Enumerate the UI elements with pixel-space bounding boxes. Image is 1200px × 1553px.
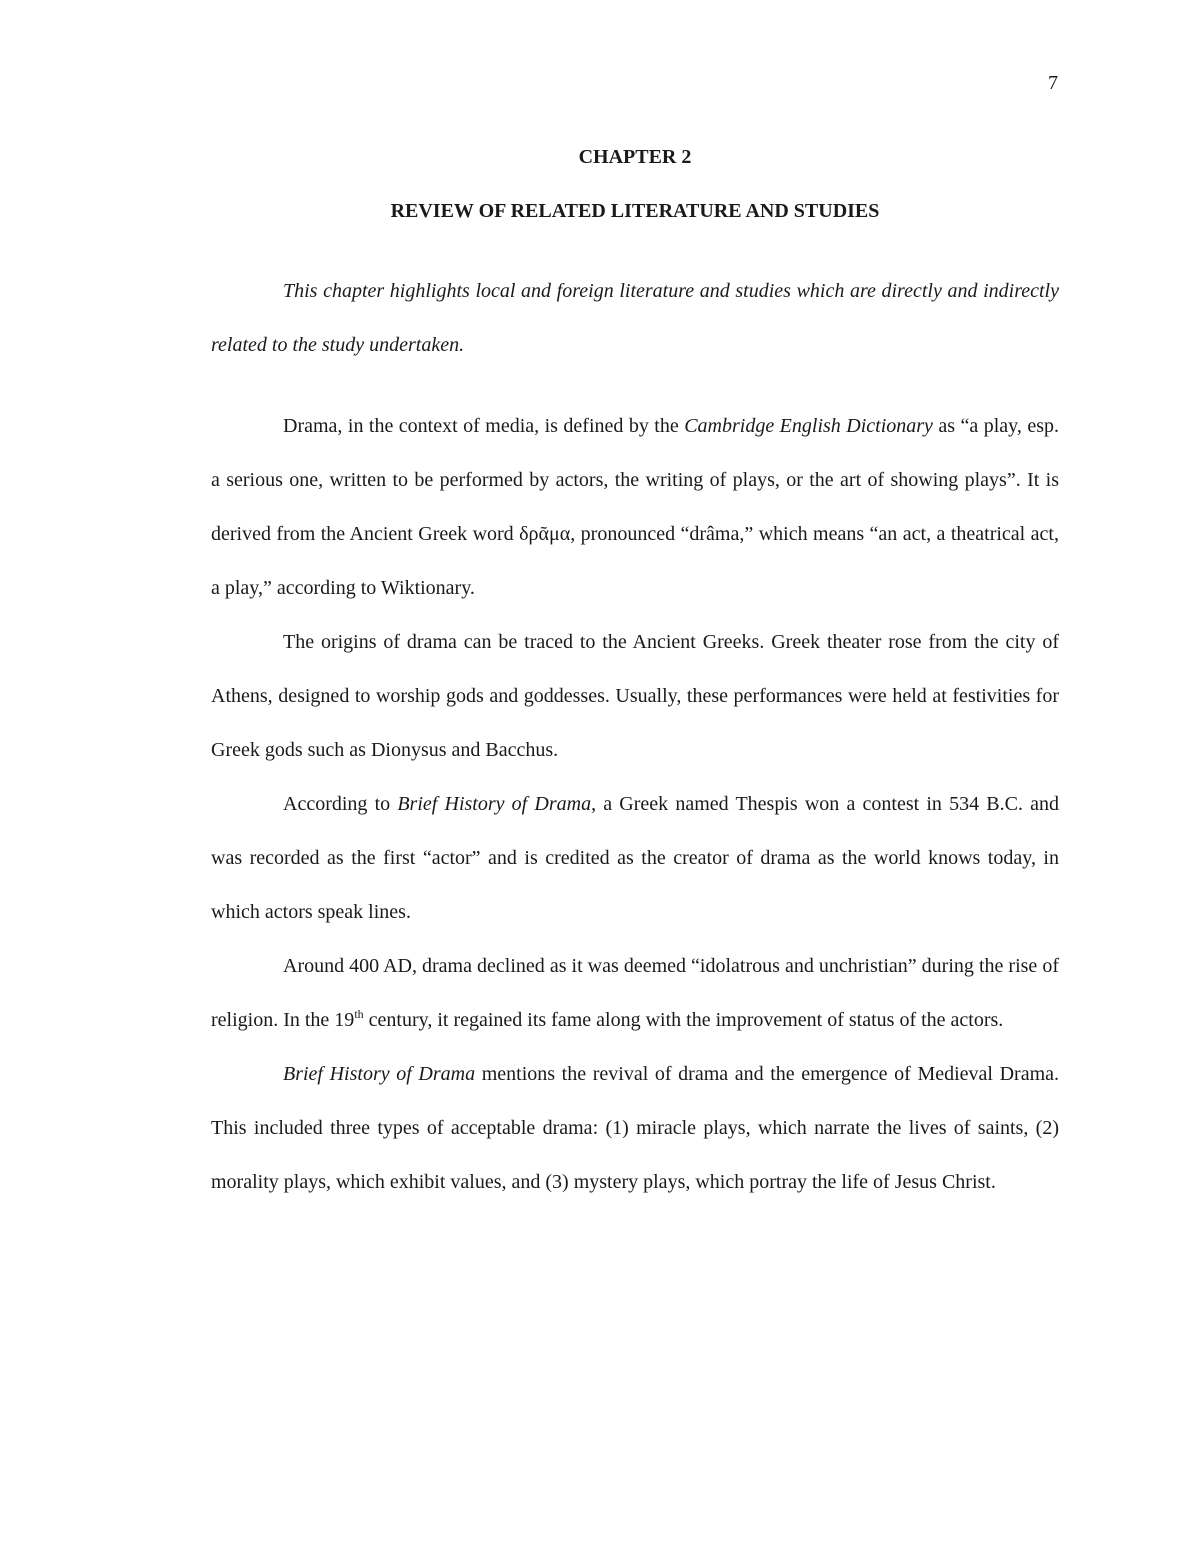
paragraph-medieval-drama <box>211 1047 1059 1209</box>
paragraph-origins: The origins of drama can be traced to the Ancient Greeks. Greek theater rose from the city of Athens, designed to worship gods and goddesses. Usually, these performances were held at festivities for Greek gods such as Dionysus and Bacchus. <box>211 631 1059 761</box>
source-title: Brief History of Drama <box>283 1063 476 1085</box>
intro-paragraph: This chapter highlights local and foreign literature and studies which are directly and indirectly related to the study undertaken. <box>211 280 1059 356</box>
page-number: 7 <box>1048 72 1058 94</box>
text-span: , a Greek named Thespis won a contest in 534 B.C. and was recorded as the first “actor” and is credited as the creator of drama as the world knows today, in which actors speak lines. <box>211 793 1059 923</box>
text-span: Around 400 AD, drama declined as it was deemed “idolatrous and unchristian” during the rise of religion. In the 19 <box>211 955 1059 1031</box>
paragraph-thespis <box>211 777 1059 939</box>
paragraph-decline <box>211 939 1059 1047</box>
source-title: Brief History of Drama <box>397 793 592 815</box>
source-title: Cambridge English Dictionary <box>684 415 933 437</box>
text-span: as “a play, esp. a serious one, written to be performed by actors, the writing of plays, or the art of showing plays”. It is derived from the Ancient Greek word δρᾶμα, pronounced “drâma,” which means “an act, a theatrical act, a play,” according to Wiktionary. <box>211 415 1059 599</box>
text-span: century, it regained its fame along with the improvement of status of the actors. <box>363 1009 1004 1031</box>
text-span: mentions the revival of drama and the emergence of Medieval Drama. This included three types of acceptable drama: (1) miracle plays, which narrate the lives of saints, (2) morality plays, which exhibit values, and (3) mystery plays, which portray the life of Jesus Christ. <box>211 1063 1060 1193</box>
chapter-title: REVIEW OF RELATED LITERATURE AND STUDIES <box>390 200 880 222</box>
text-span: According to <box>283 793 398 815</box>
superscript: th <box>354 1007 364 1021</box>
chapter-heading: CHAPTER 2 <box>578 146 692 168</box>
paragraph-drama-definition <box>211 399 1059 615</box>
document-body <box>211 264 1059 1209</box>
text-span: Drama, in the context of media, is defined by the <box>283 415 685 437</box>
